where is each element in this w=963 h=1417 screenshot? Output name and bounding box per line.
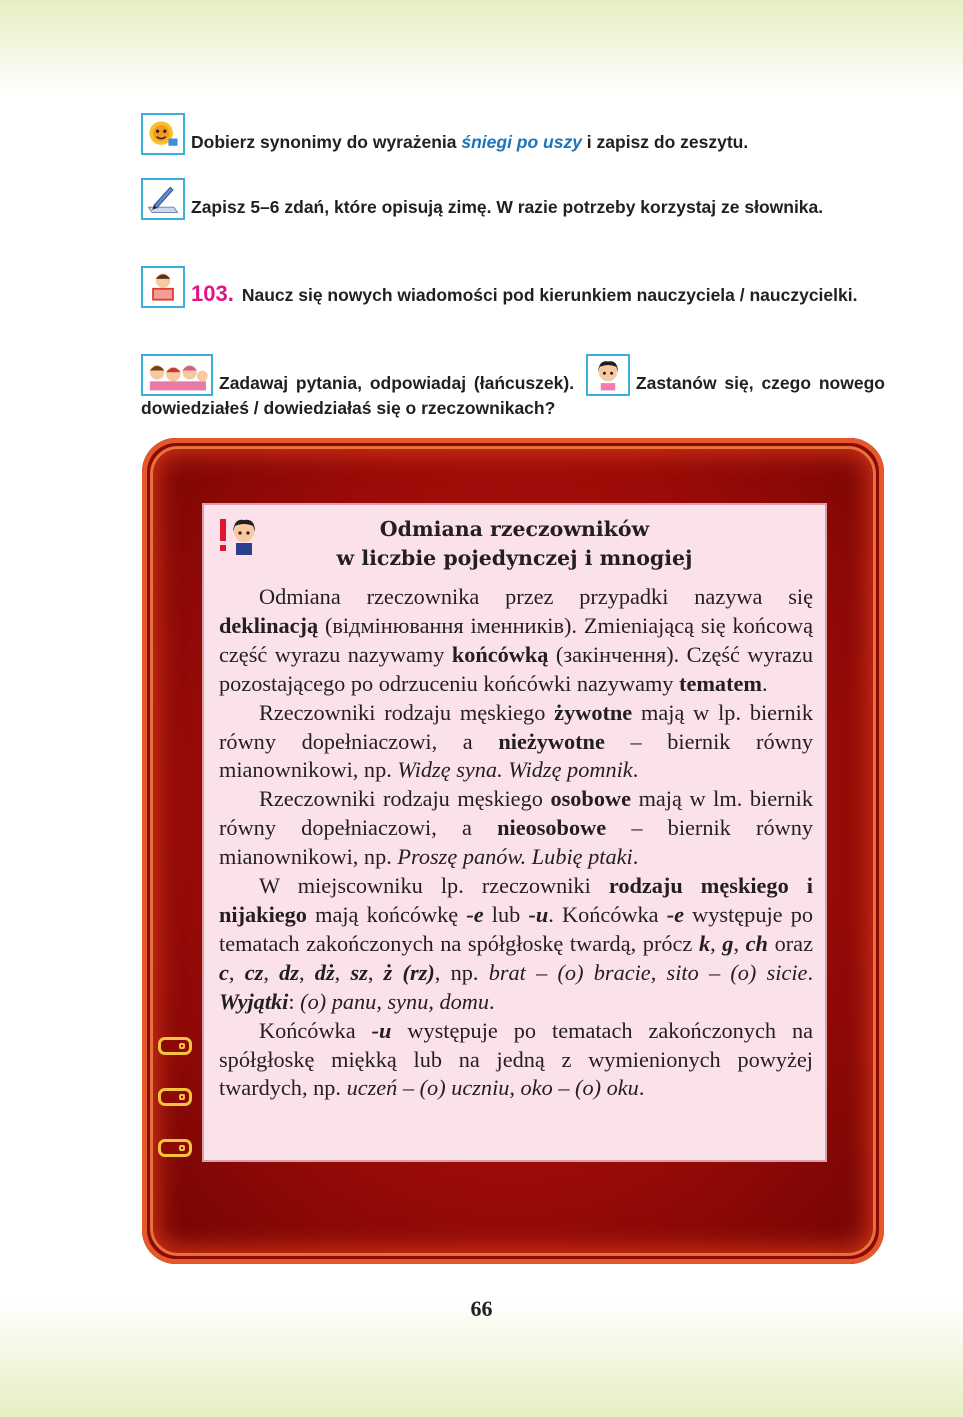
- sun-flower-icon: [141, 113, 185, 155]
- task-1-text-b: i zapisz do zeszytu.: [581, 132, 749, 152]
- pen-writing-icon: [141, 178, 185, 220]
- rule-paragraph-4: W miejscowniku lp. rzeczowniki rodzaju męskiego i nijakiego mają końcówkę -e lub -u. Końcówka -e występuje po tematach zakończonych na spółgłoskę twardą, prócz k, g, ch oraz c, cz, dz, dż, sz, ż (rz), np. brat – (o) bracie, sito – (o) sicie. Wyjątki: (o) panu, synu, domu.: [219, 873, 814, 1014]
- children-group-icon: [141, 354, 213, 396]
- rule-body: [219, 583, 813, 1103]
- task-4-text-a: Zadawaj pytania, odpowiadaj (łańcuszek).: [219, 373, 575, 393]
- frame-side-button: [158, 1139, 192, 1157]
- rule-paragraph-2: Rzeczowniki rodzaju męskiego żywotne mają w lp. biernik równy dopełniaczowi, a nieżywotne – biernik równy mianownikowi, np. Widzę syna. Widzę pomnik.: [219, 699, 814, 783]
- task-2-text: Zapisz 5–6 zdań, które opisują zimę. W razie potrzeby korzystaj ze słownika.: [191, 197, 824, 217]
- rule-title-line-1: Odmiana rzeczowników: [379, 517, 650, 541]
- frame-side-button: [158, 1088, 192, 1106]
- exercise-number: 103.: [191, 281, 234, 306]
- task-write-sentences: [141, 178, 885, 220]
- rule-paragraph-1: Odmiana rzeczownika przez przypadki nazywa się deklinacją (відмінювання іменників). Zmieniającą się końcową część wyrazu nazywamy końcówką (закінчення). Część wyrazu pozostającego po odrzuceniu końcówki nazywamy tematem.: [219, 584, 813, 696]
- rule-paragraph-5: Końcówka -u występuje po tematach zakończonych na spółgłoskę miękką lub na jedną z wymienionych powyżej twardych, np. uczeń – (o) uczniu, oko – (o) oku.: [219, 1017, 814, 1101]
- task-1-text-a: Dobierz synonimy do wyrażenia: [191, 132, 462, 152]
- task-3-text: Naucz się nowych wiadomości pod kierunkiem nauczyciela / nauczycielki.: [241, 285, 858, 305]
- rule-paragraph-3: Rzeczowniki rodzaju męskiego osobowe mają w lm. biernik równy dopełniaczowi, a nieosobowe – biernik równy mianownikowi, np. Proszę panów. Lubię ptaki.: [219, 786, 814, 870]
- task-103: [141, 266, 885, 308]
- task-1-phrase: śniegi po uszy: [461, 132, 582, 152]
- rule-title-line-2: w liczbie pojedynczej i mnogiej: [336, 546, 693, 570]
- reading-child-icon: [141, 266, 185, 308]
- page-number: 66: [470, 1296, 493, 1321]
- task-synonyms: [141, 113, 885, 155]
- rule-box: [202, 503, 827, 1162]
- frame-side-button: [158, 1037, 192, 1055]
- task-4-text-b: Zastanów się, czego nowego dowiedziałeś / dowiedziałaś się o rzeczownikach?: [141, 373, 885, 418]
- thinking-girl-icon: [586, 354, 630, 396]
- task-questions: [141, 354, 885, 421]
